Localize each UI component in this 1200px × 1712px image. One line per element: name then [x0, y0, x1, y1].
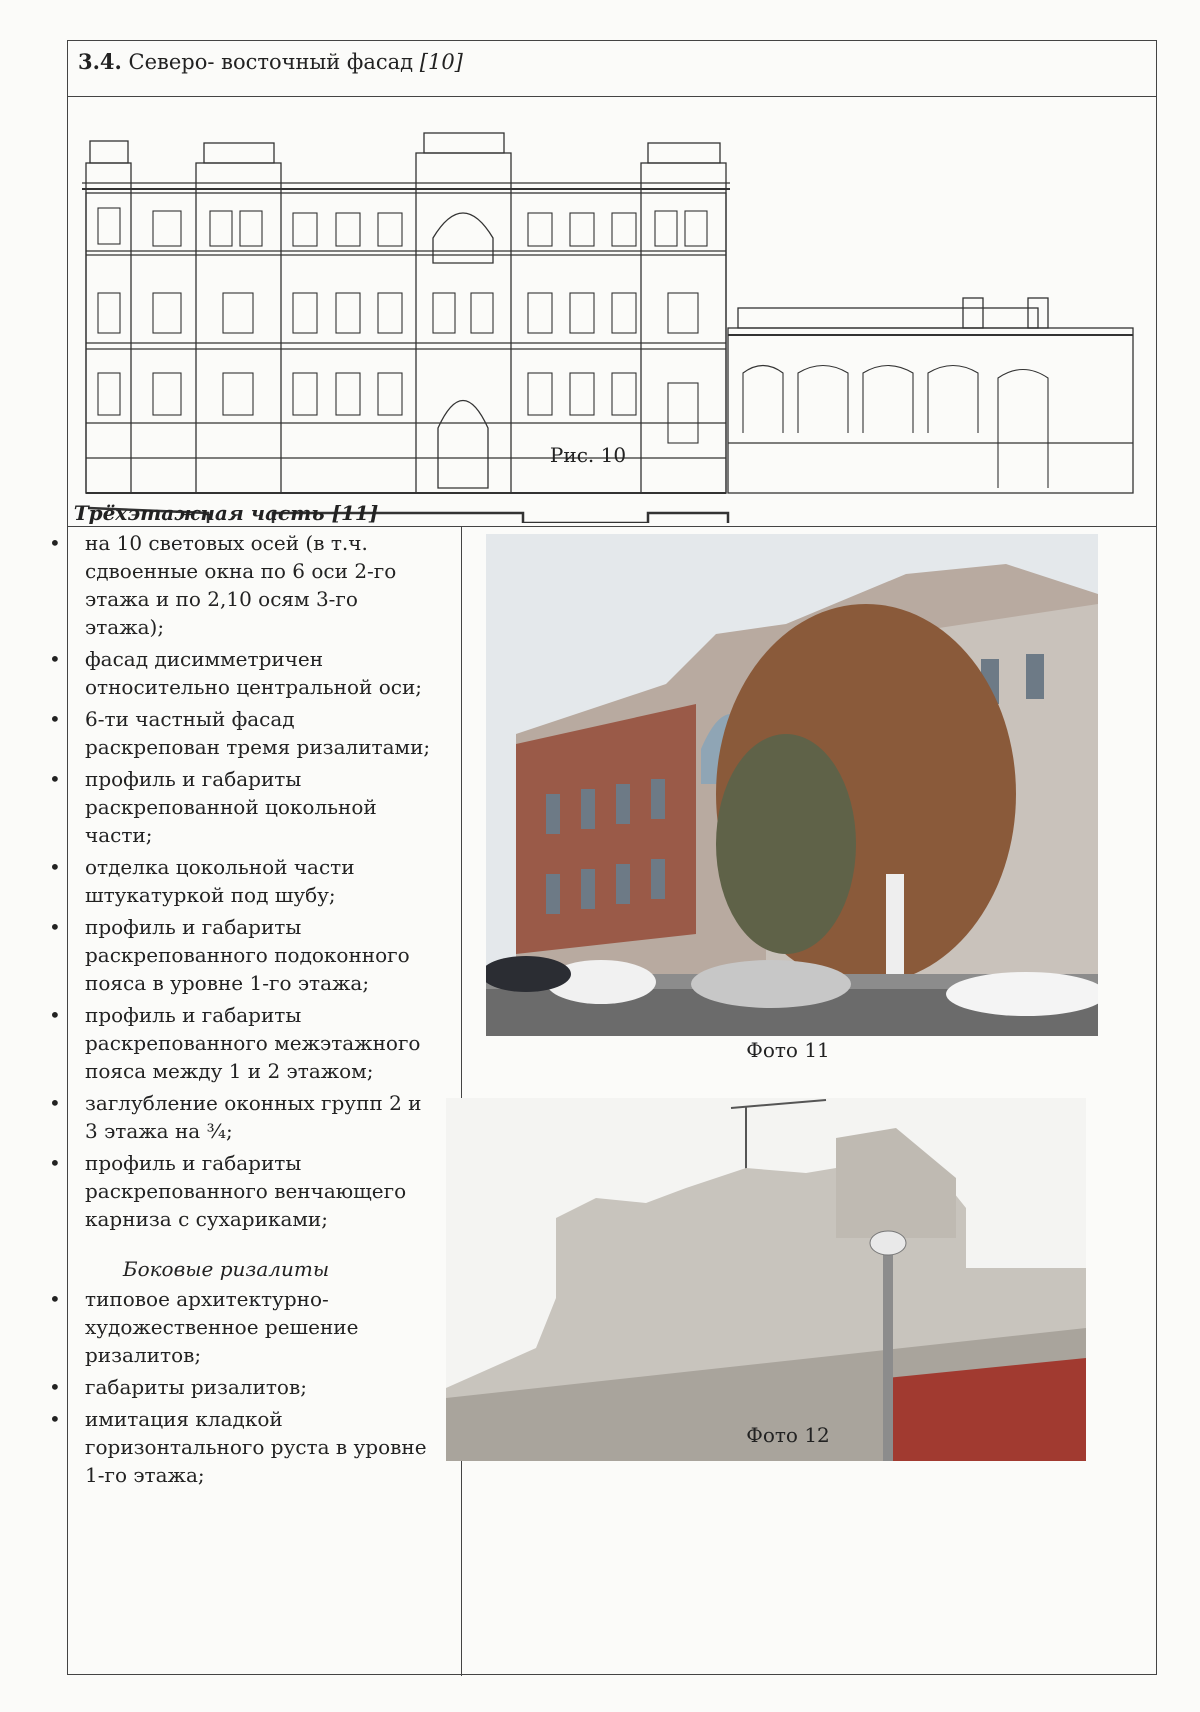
list-item: • профиль и габариты раскрепованной цокольной части; — [85, 765, 431, 849]
list-item: • имитация кладкой горизонтального руста в уровне 1-го этажа; — [85, 1405, 431, 1489]
section-number: 3.4. — [78, 49, 122, 74]
list-item: • заглубление оконных групп 2 и 3 этажа на ¾; — [85, 1089, 431, 1145]
divider-line — [68, 96, 1156, 97]
list-item: • профиль и габариты раскрепованного венчающего карниза с сухариками; — [85, 1149, 431, 1233]
building-photo-12 — [446, 1098, 1086, 1461]
section-reference: [10] — [419, 50, 463, 74]
list-item: • профиль и габариты раскрепованного межэтажного пояса между 1 и 2 этажом; — [85, 1001, 431, 1085]
figure-caption: Рис. 10 — [549, 443, 627, 467]
text-column — [41, 499, 431, 1493]
section-title — [78, 49, 463, 75]
photo-12-caption: Фото 12 — [746, 1423, 830, 1447]
list-item: • типовое архитектурно-художественное решение ризалитов; — [85, 1285, 431, 1369]
list-item: • 6-ти частный фасад раскрепован тремя ризалитами; — [85, 705, 431, 761]
photo-11-caption: Фото 11 — [746, 1038, 830, 1062]
section-title-text: Северо- восточный фасад — [128, 50, 414, 74]
three-storey-list — [41, 529, 431, 1233]
list-item: • профиль и габариты раскрепованного подоконного пояса в уровне 1-го этажа; — [85, 913, 431, 997]
list-item: • отделка цокольной части штукатуркой под шубу; — [85, 853, 431, 909]
list-item: • фасад дисимметричен относительно центральной оси; — [85, 645, 431, 701]
photo-11 — [486, 534, 1098, 1036]
side-risalits-heading: Боковые ризалиты — [122, 1257, 330, 1281]
photo-12 — [446, 1098, 1086, 1461]
document-frame — [67, 40, 1157, 1675]
three-storey-heading: Трёхэтажная часть [11] — [73, 501, 379, 525]
side-risalits-list — [41, 1285, 431, 1489]
list-item: • на 10 световых осей (в т.ч. сдвоенные окна по 6 оси 2-го этажа и по 2,10 осям 3-го этажа); — [85, 529, 431, 641]
list-item: • габариты ризалитов; — [85, 1373, 431, 1401]
building-photo-11 — [486, 534, 1098, 1036]
